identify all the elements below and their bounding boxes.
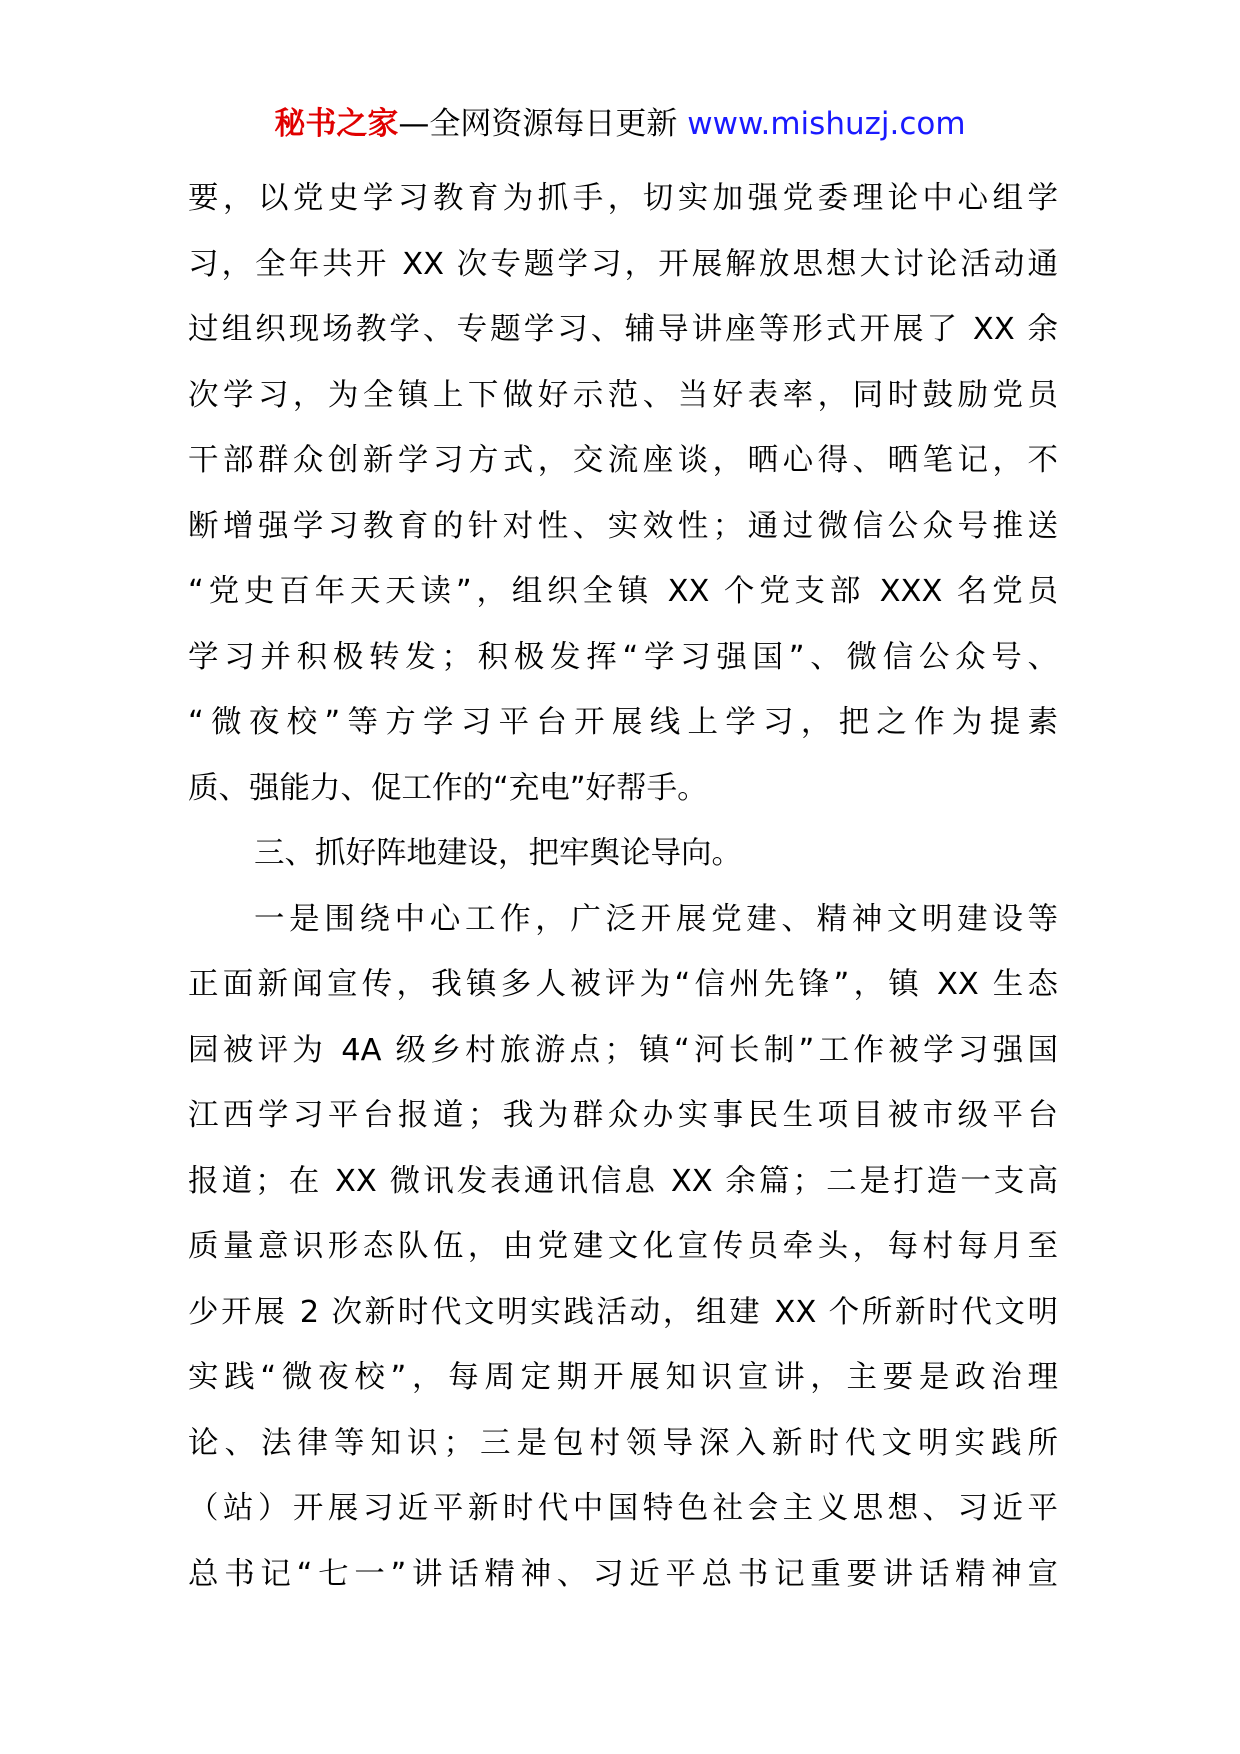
- text-line: 江西学习平台报道；我为群众办实事民生项目被市级平台: [188, 1098, 1058, 1133]
- text-line: 质、强能力、促工作的“充电”好帮手。: [188, 770, 708, 806]
- text-line: 一是围绕中心工作，广泛开展党建、精神文明建设等: [254, 901, 1058, 937]
- text-line: 论、法律等知识；三是包村领导深入新时代文明实践所: [188, 1425, 1058, 1461]
- site-brand: 秘书之家: [274, 106, 399, 142]
- text-line: 学习并积极转发；积极发挥“学习强国”、微信公众号、: [188, 639, 1058, 675]
- text-line: 质量意识形态队伍，由党建文化宣传员牵头，每村每月至: [188, 1229, 1058, 1264]
- text-line: 断增强学习教育的针对性、实效性；通过微信公众号推送: [188, 508, 1058, 544]
- site-header: [0, 102, 1240, 146]
- text-line: 过组织现场教学、专题学习、辅导讲座等形式开展了 XX 余: [188, 312, 1058, 347]
- text-line: 要，以党史学习教育为抓手，切实加强党委理论中心组学: [188, 181, 1058, 216]
- text-line: 次学习，为全镇上下做好示范、当好表率，同时鼓励党员: [188, 377, 1058, 413]
- text-line: “微夜校”等方学习平台开展线上学习，把之作为提素: [188, 705, 1058, 740]
- text-line: 总书记“七一”讲话精神、习近平总书记重要讲话精神宣: [188, 1556, 1058, 1592]
- text-line: “党史百年天天读”，组织全镇 XX 个党支部 XXX 名党员: [188, 574, 1058, 609]
- text-line: 报道；在 XX 微讯发表通讯信息 XX 余篇；二是打造一支高: [188, 1163, 1058, 1199]
- text-line: 园被评为 4A 级乡村旅游点；镇“河长制”工作被学习强国: [188, 1032, 1058, 1068]
- text-line: 干部群众创新学习方式，交流座谈，晒心得、晒笔记，不: [188, 443, 1058, 478]
- text-line: 习，全年共开 XX 次专题学习，开展解放思想大讨论活动通: [188, 246, 1058, 282]
- text-line: 正面新闻宣传，我镇多人被评为“信州先锋”，镇 XX 生态: [188, 967, 1058, 1002]
- site-url-link[interactable]: www.mishuzj.com: [687, 106, 966, 142]
- document-body: [188, 166, 1058, 1607]
- text-line: 少开展 2 次新时代文明实践活动，组建 XX 个所新时代文明: [188, 1294, 1058, 1330]
- text-line: 实践“微夜校”，每周定期开展知识宣讲，主要是政治理: [188, 1360, 1058, 1395]
- site-tagline: —全网资源每日更新: [398, 106, 678, 142]
- section-heading: 三、抓好阵地建设，把牢舆论导向。: [254, 836, 742, 871]
- text-line: （站）开展习近平新时代中国特色社会主义思想、习近平: [188, 1491, 1058, 1526]
